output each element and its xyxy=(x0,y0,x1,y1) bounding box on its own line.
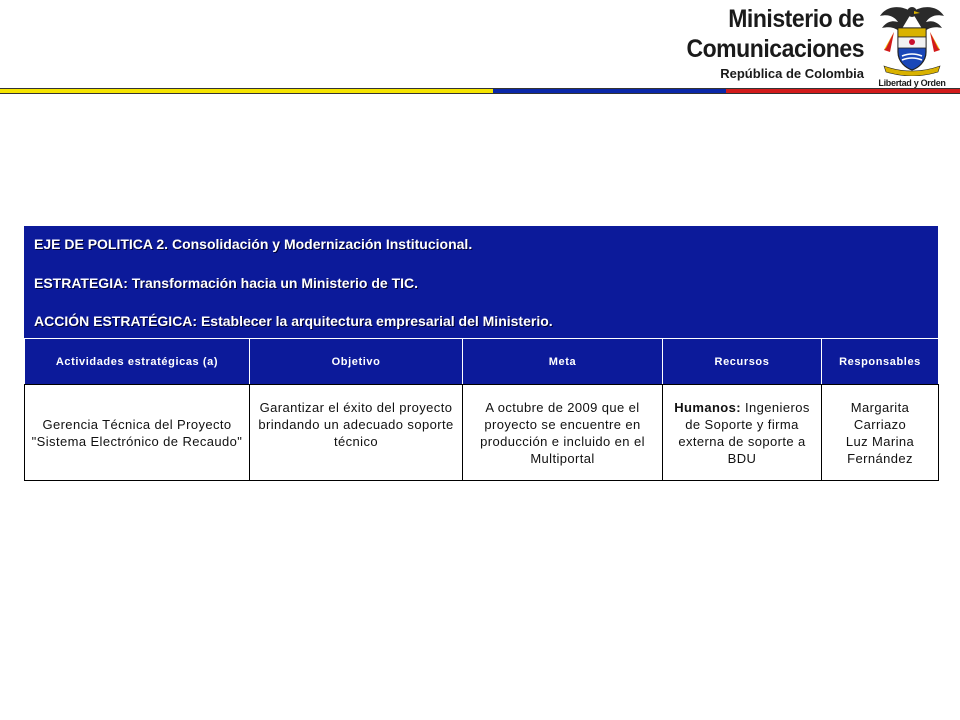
page-header xyxy=(0,0,960,96)
table-header-row xyxy=(25,339,939,385)
strategic-action-title: ACCIÓN ESTRATÉGICA: Establecer la arquitectura empresarial del Ministerio. xyxy=(34,313,553,329)
flag-stripe-yellow xyxy=(0,89,493,93)
recursos-label: Humanos: xyxy=(674,400,742,415)
ministry-name-line2: Comunicaciones xyxy=(686,35,864,63)
header-meta: Meta xyxy=(463,339,663,385)
ministry-country: República de Colombia xyxy=(720,66,864,81)
responsable-1: Margarita Carriazo xyxy=(850,400,910,432)
table-row xyxy=(25,385,939,481)
responsable-2: Luz Marina Fernández xyxy=(845,434,915,466)
ministry-name xyxy=(671,4,864,84)
cell-responsables xyxy=(822,385,939,481)
coat-of-arms-icon xyxy=(876,2,948,76)
policy-title-block xyxy=(24,226,938,339)
activities-table xyxy=(24,338,939,481)
ministry-name-line1: Ministerio de xyxy=(728,5,864,33)
header-actividades: Actividades estratégicas (a) xyxy=(25,339,250,385)
cell-meta: A octubre de 2009 que el proyecto se encuentre en producción e incluido en el Multiportal xyxy=(463,385,663,481)
cell-objetivo: Garantizar el éxito del proyecto brindando un adecuado soporte técnico xyxy=(250,385,463,481)
policy-axis-title: EJE DE POLITICA 2. Consolidación y Modernización Institucional. xyxy=(34,236,473,252)
coat-of-arms-logo xyxy=(876,2,948,88)
seal-motto: Libertad y Orden xyxy=(878,78,946,88)
flag-stripe xyxy=(0,88,960,94)
flag-stripe-red xyxy=(726,89,960,93)
header-responsables: Responsables xyxy=(822,339,939,385)
header-objetivo: Objetivo xyxy=(250,339,463,385)
strategy-title: ESTRATEGIA: Transformación hacia un Ministerio de TIC. xyxy=(34,275,419,291)
cell-recursos xyxy=(663,385,822,481)
cell-actividad: Gerencia Técnica del Proyecto "Sistema Electrónico de Recaudo" xyxy=(25,385,250,481)
recursos-text: Ingenieros de Soporte y firma externa de soporte a BDU xyxy=(678,400,810,466)
header-recursos: Recursos xyxy=(663,339,822,385)
flag-stripe-blue xyxy=(493,89,726,93)
